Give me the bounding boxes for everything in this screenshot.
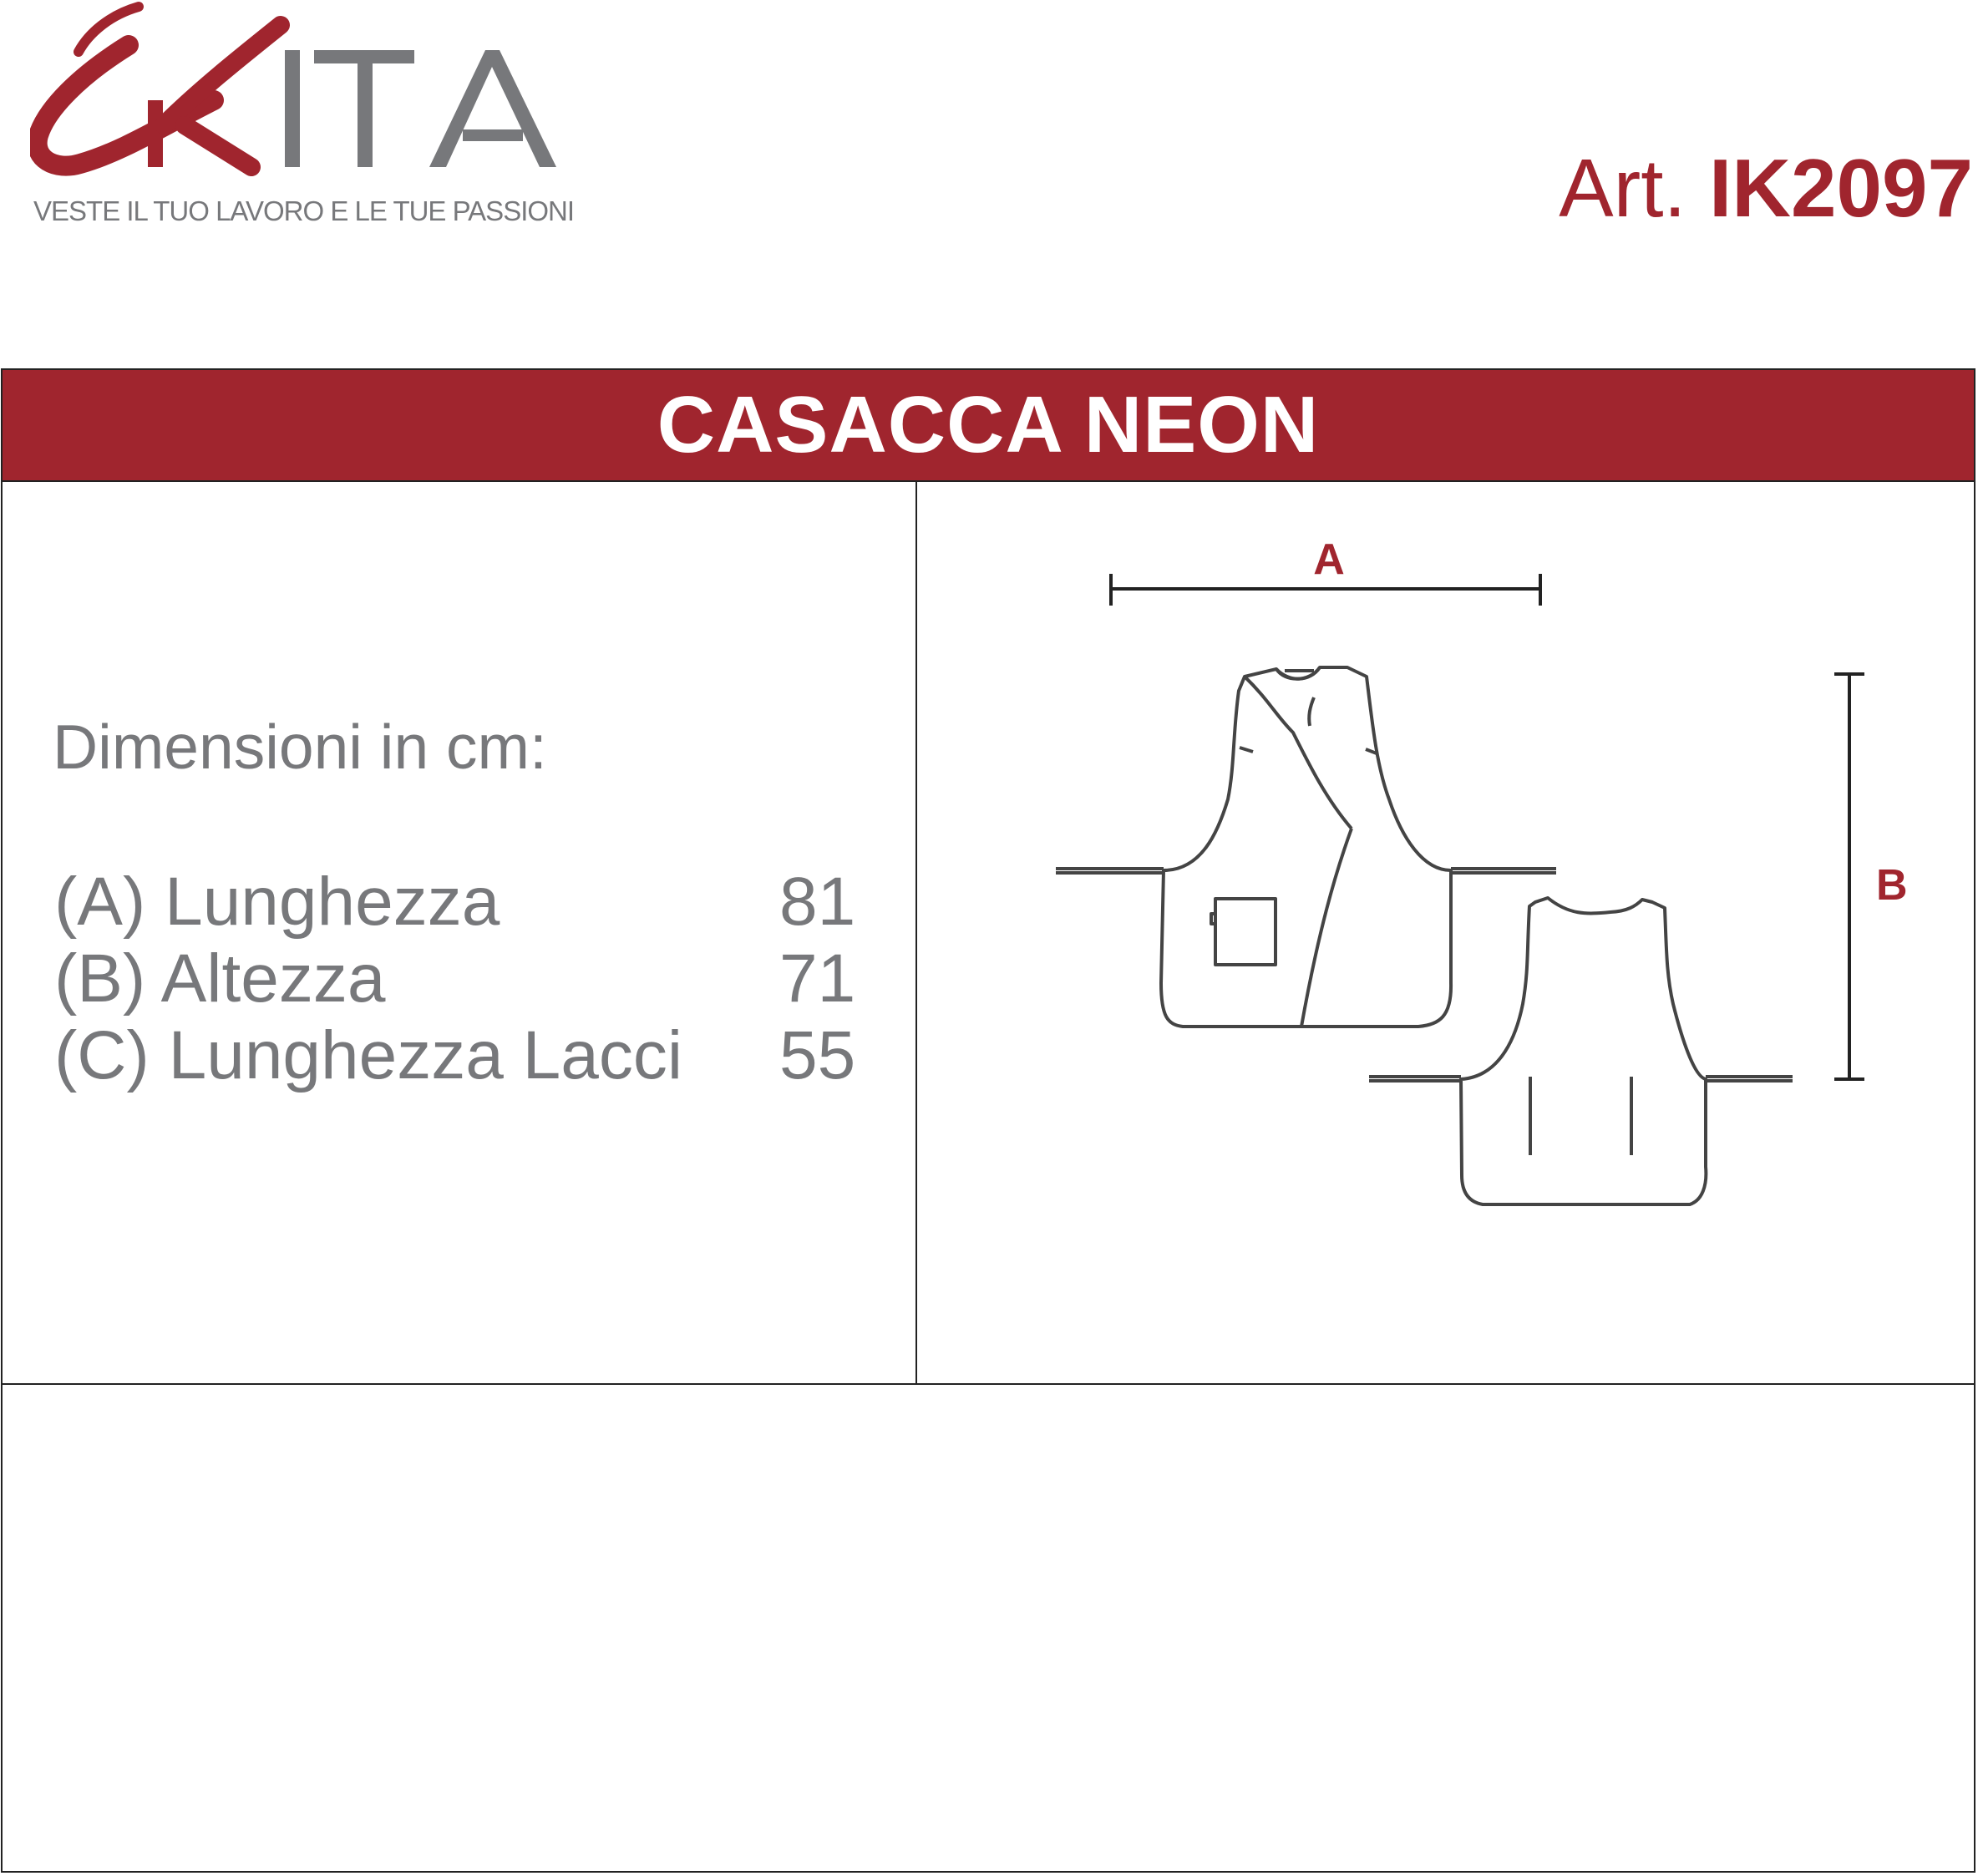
dimension-row-a [54, 863, 873, 940]
dimension-row-b [54, 940, 873, 1017]
dimension-value: 71 [779, 941, 856, 1017]
article-code [1559, 142, 1973, 234]
dimensions-list [54, 863, 873, 1093]
apron-back-icon [1369, 898, 1793, 1204]
product-title: CASACCA NEON [657, 380, 1320, 469]
apron-front-icon [1056, 667, 1556, 1027]
dimension-label: (A) Lunghezza [54, 864, 500, 940]
article-prefix: Art. [1559, 142, 1686, 234]
dimension-value: 81 [779, 864, 856, 940]
brand-tagline: VESTE IL TUO LAVORO E LE TUE PASSIONI [33, 195, 575, 226]
technical-drawing [917, 482, 1975, 1383]
dimension-b-label: B [1876, 861, 1908, 910]
dimension-value: 55 [779, 1017, 856, 1093]
dimension-label: (C) Lunghezza Lacci [54, 1017, 683, 1093]
title-bar [3, 370, 1974, 482]
row-divider [3, 1383, 1974, 1385]
dimension-b-marker [1834, 674, 1864, 1079]
apron-drawing-icon [917, 482, 1975, 1383]
ikita-logo-icon [30, 0, 581, 192]
dimension-label: (B) Altezza [54, 941, 386, 1017]
dimensions-heading: Dimensioni in cm: [53, 712, 547, 782]
dimension-a-label: A [1313, 535, 1345, 584]
dimension-row-c [54, 1017, 873, 1093]
article-number: IK2097 [1708, 142, 1973, 234]
spec-sheet-frame [1, 368, 1975, 1873]
